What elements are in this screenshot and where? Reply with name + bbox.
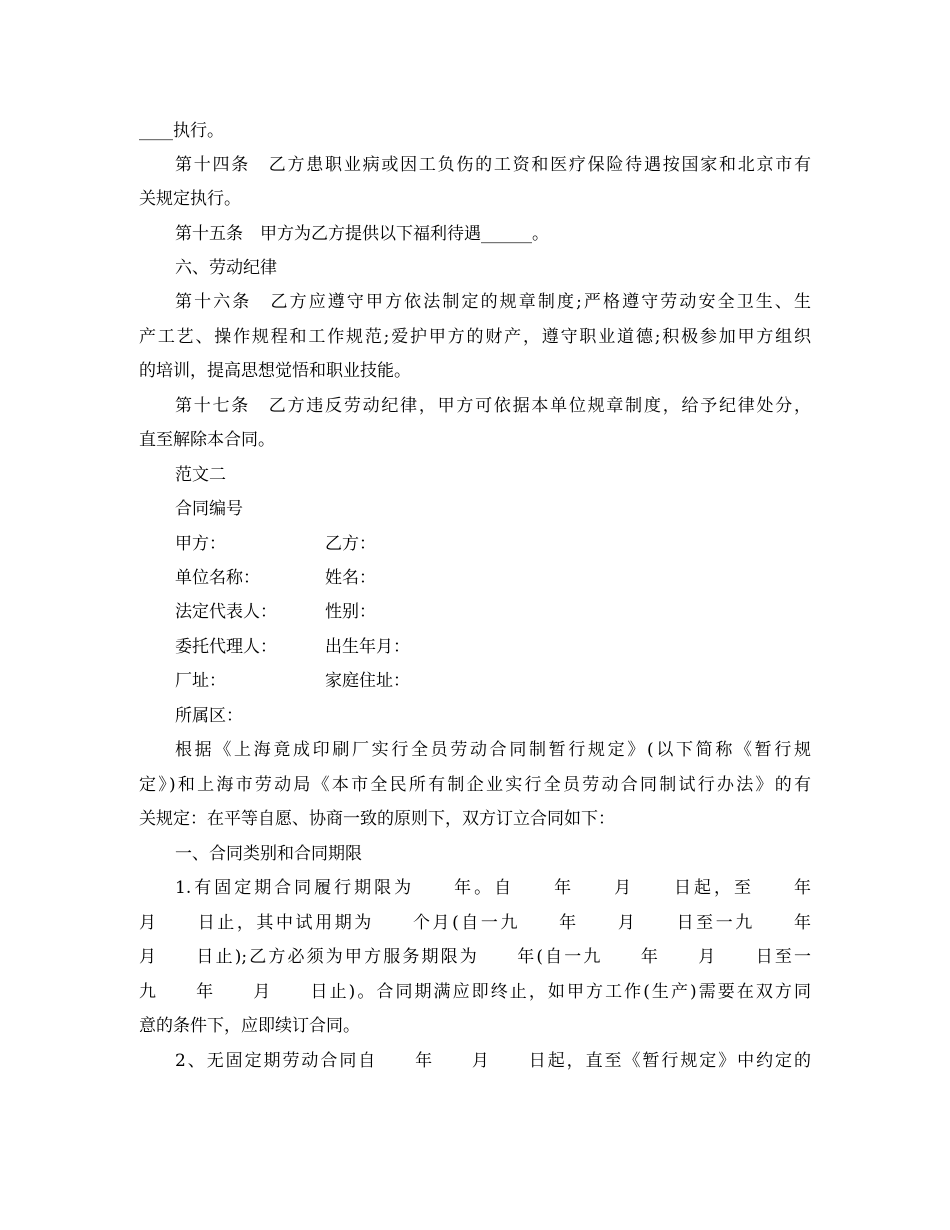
contract-number-label: 合同编号 [175, 499, 243, 519]
party-a-label: 甲方： [175, 534, 226, 554]
text-line: 月 日止);乙方必须为甲方服务期限为 年(自一九 年 月 日至一 [139, 947, 811, 967]
text-line: 定》)和上海市劳动局《本市全民所有制企业实行全员劳动合同制试行办法》的有 [139, 775, 811, 795]
text-line-article-15: 第十五条 甲方为乙方提供以下福利待遇______。 [175, 224, 549, 244]
legal-representative-label: 法定代表人： [175, 602, 277, 622]
gender-label: 性别： [325, 602, 376, 622]
section-heading-labor-discipline: 六、劳动纪律 [175, 258, 277, 278]
text-line: ____执行。 [139, 121, 224, 141]
home-address-label: 家庭住址： [325, 671, 410, 691]
agent-label: 委托代理人： [175, 637, 277, 657]
text-line-article-16: 第十六条 乙方应遵守甲方依法制定的规章制度;严格遵守劳动安全卫生、生 [175, 292, 811, 312]
unit-name-label: 单位名称： [175, 568, 260, 588]
text-line: 月 日止，其中试用期为 个月(自一九 年 月 日至一九 年 [139, 913, 811, 933]
district-label: 所属区： [175, 706, 243, 726]
party-b-label: 乙方： [325, 534, 376, 554]
text-line: 关规定执行。 [139, 189, 241, 209]
text-line: 九 年 月 日止)。合同期满应即终止，如甲方工作(生产)需要在双方同 [139, 982, 811, 1002]
text-line: 意的条件下，应即续订合同。 [139, 1016, 360, 1036]
sample-heading: 范文二 [175, 465, 226, 485]
birth-date-label: 出生年月： [325, 637, 410, 657]
text-line-article-17: 第十七条 乙方违反劳动纪律，甲方可依据本单位规章制度，给予纪律处分， [175, 396, 811, 416]
factory-address-label: 厂址： [175, 671, 226, 691]
text-line-fixed-term: 1.有固定期合同履行期限为 年。自 年 月 日起，至 年 [175, 878, 811, 898]
name-label: 姓名： [325, 568, 376, 588]
text-line: 直至解除本合同。 [139, 430, 275, 450]
text-line: 关规定：在平等自愿、协商一致的原则下，双方订立合同如下： [139, 809, 615, 829]
text-line: 的培训，提高思想觉悟和职业技能。 [139, 361, 411, 381]
text-line-open-term: 2、无固定期劳动合同自 年 月 日起，直至《暂行规定》中约定的 [175, 1051, 811, 1071]
text-line-preamble: 根据《上海竟成印刷厂实行全员劳动合同制暂行规定》(以下简称《暂行规 [175, 740, 811, 760]
text-line: 产工艺、操作规程和工作规范;爱护甲方的财产，遵守职业道德;积极参加甲方组织 [139, 327, 811, 347]
section-heading-contract-type: 一、合同类别和合同期限 [175, 844, 362, 864]
text-line-article-14: 第十四条 乙方患职业病或因工负伤的工资和医疗保险待遇按国家和北京市有 [175, 155, 811, 175]
